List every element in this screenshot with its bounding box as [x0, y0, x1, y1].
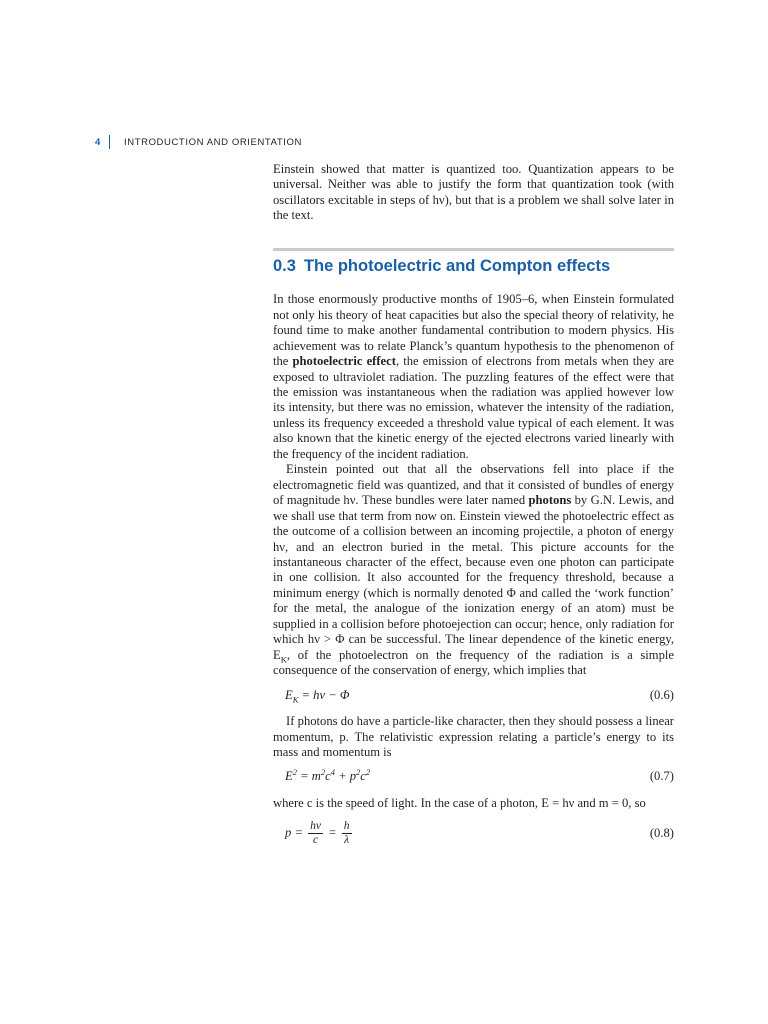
equation-0-8: [273, 820, 674, 847]
para2-text-a: Einstein pointed out that all the observations fell into place if the electromagnetic field was quantized, and that it consisted of bundles of energy of magnitude hν. These bundles were later named: [273, 462, 674, 508]
paragraph-photon-case: where c is the speed of light. In the case of a photon, E = hν and m = 0, so: [273, 795, 646, 810]
fraction-hnu-over-c: $\frac{h\nu}{c}$: [310, 820, 321, 847]
para2-subscript: K: [280, 654, 287, 665]
equation-0-6: [273, 688, 674, 703]
term-photons: photons: [528, 493, 572, 508]
equation-0-7-body: $E^2 = m^2c^4 + p^2c^2$: [285, 767, 371, 784]
paragraph-momentum: If photons do have a particle-like character, then they should possess a linear momentum, p. The relativistic expression relating a particle’s energy to its mass and momentum is: [273, 714, 674, 759]
equation-number: (0.8): [649, 826, 674, 841]
section-title: The photoelectric and Compton effects: [303, 256, 611, 275]
equation-number: (0.6): [649, 687, 674, 702]
equation-number: (0.7): [649, 769, 674, 784]
page-number: 4: [95, 136, 101, 148]
equation-0-6-body: $E_K = h\nu - \Phi$: [285, 687, 350, 705]
section-number: 0.3: [273, 256, 296, 275]
section-divider: [273, 248, 674, 251]
running-head: [95, 135, 302, 149]
section-heading: [273, 256, 674, 275]
para1-text-b: , the emission of electrons from metals when they are exposed to ultraviolet radiation. The puzzling features of the effect were that the emission was instantaneous when the radiation was applied however low its intensity, but there was no emission, whatever the intensity of the radiation, unless its frequency exceeded a threshold value typical of each element. It was also known that the kinetic energy of the ejected electrons varied linearly with the frequency of the incident radiation.: [273, 354, 674, 461]
paragraph-photons: [273, 462, 674, 678]
para2-text-c: , of the photoelectron on the frequency of the radiation is a simple consequence of the conservation of energy, which implies that: [273, 647, 674, 678]
paragraph-photoelectric: [273, 292, 674, 462]
para2-text-b: by G.N. Lewis, and we shall use that term from now on. Einstein viewed the photoelectric effect as the outcome of a collision between an incoming projectile, a photon of energy hν, and an electron buried in the metal. This picture accounts for the instantaneous character of the effect, because even one photon can participate in one collision. It also accounted for the frequency threshold, because a minimum energy (which is normally denoted Φ and called the ‘work function’ for the metal, the analogue of the ionization energy of an atom) must be supplied in a collision before photoejection can occur; hence, only radiation for which hν > Φ can be successful. The linear dependence of the kinetic energy, E: [273, 493, 674, 662]
equation-0-8-body: p = $\frac{h\nu}{c}$ = $\frac{h}{\lambda}$: [285, 820, 350, 847]
para1-text-a: In those enormously productive months of 1905–6, when Einstein formulated not only his theory of heat capacities but also the special theory of relativity, he found time to make another fundamental contribution to modern physics. His achievement was to relate Planck’s quantum hypothesis to the phenomenon of the: [273, 292, 674, 369]
fraction-h-over-lambda: $\frac{h}{\lambda}$: [343, 820, 350, 847]
term-photoelectric-effect: photoelectric effect: [292, 354, 396, 369]
main-text: [273, 162, 674, 858]
intro-paragraph: Einstein showed that matter is quantized too. Quantization appears to be universal. Neither was able to justify the form that quantization took (with oscillators excitable in steps of hν), but that is a problem we shall solve later in the text.: [273, 162, 674, 223]
equation-0-7: [273, 769, 674, 784]
chapter-title: INTRODUCTION AND ORIENTATION: [124, 136, 302, 148]
running-head-divider: [109, 135, 110, 149]
